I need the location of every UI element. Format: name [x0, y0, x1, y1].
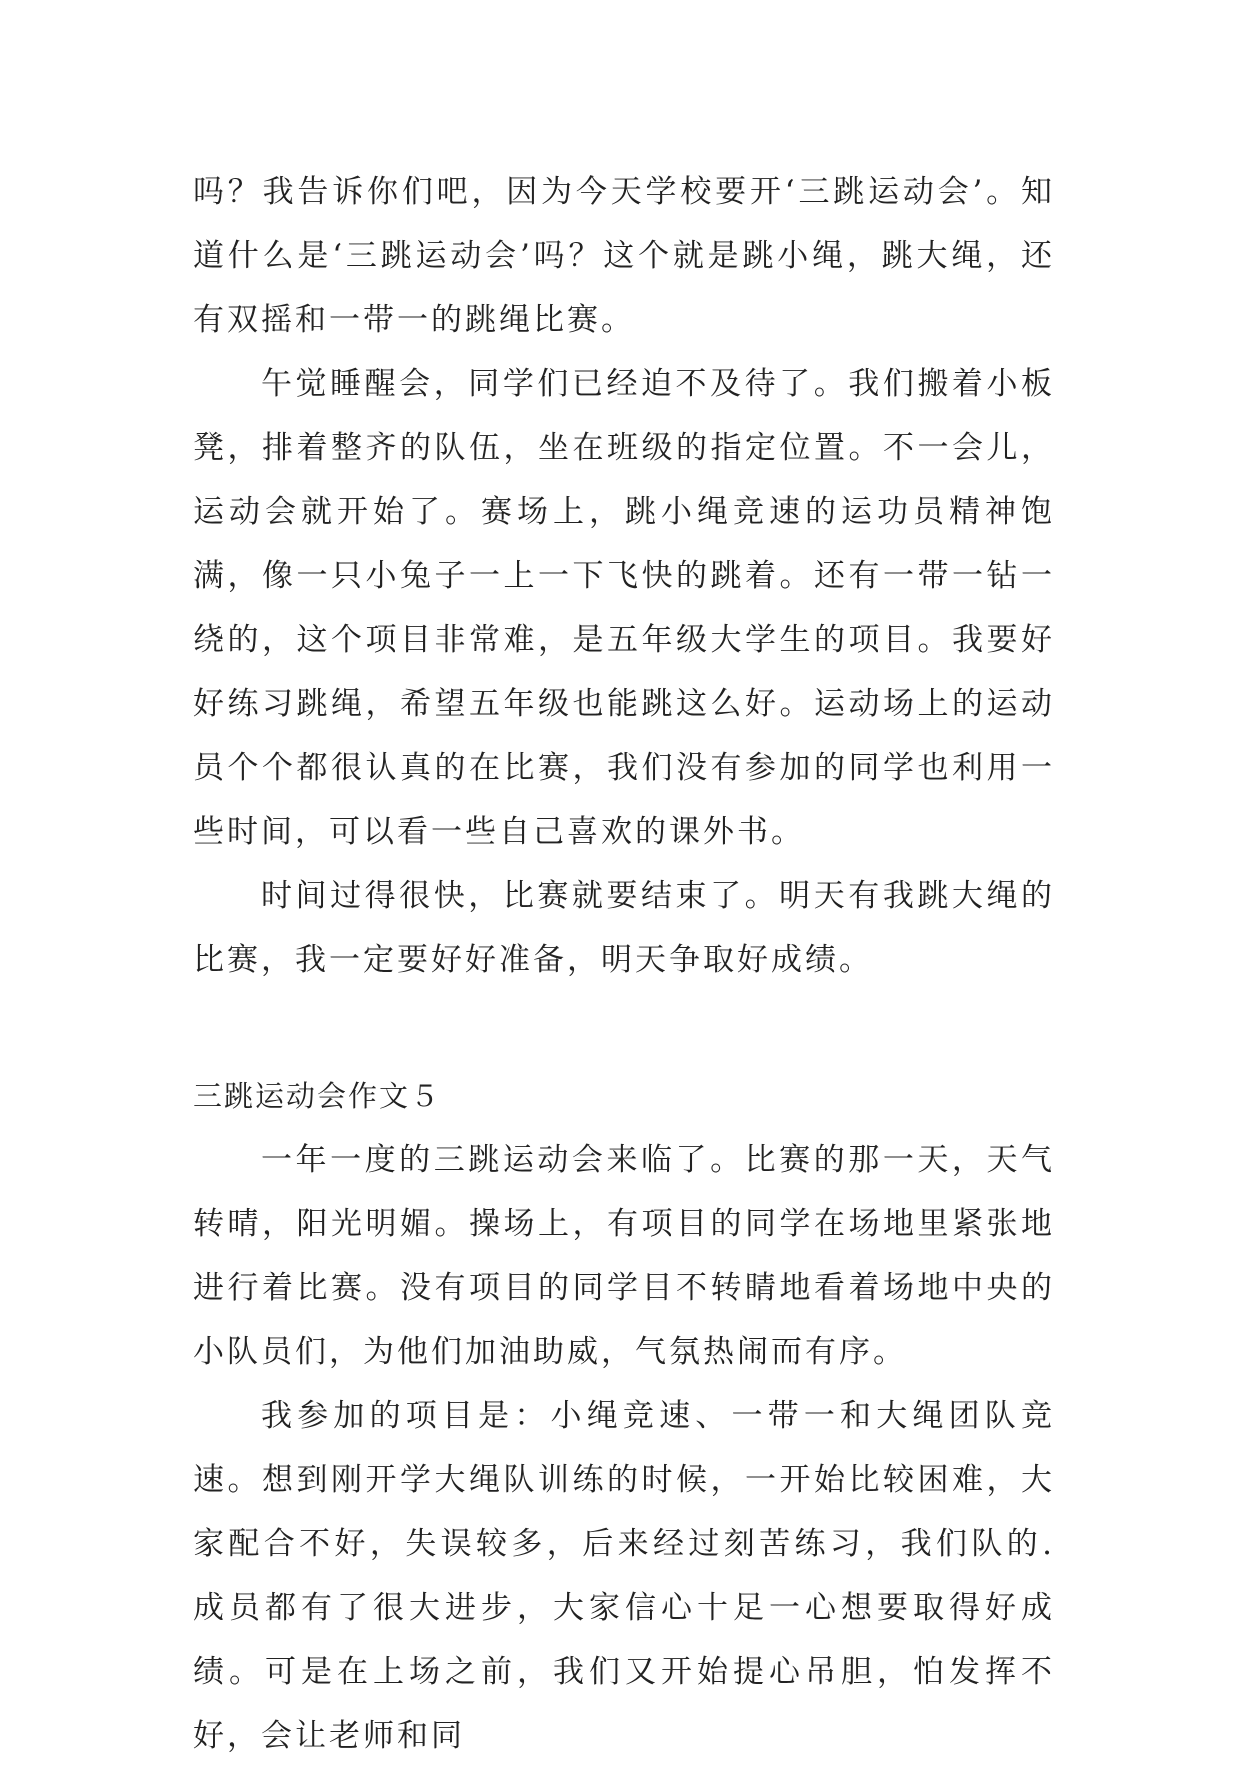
paragraph-1: 吗？我告诉你们吧，因为今天学校要开‘三跳运动会’。知道什么是‘三跳运动会’吗？这个就是跳小绳，跳大绳，还有双摇和一带一的跳绳比赛。 — [193, 174, 1055, 338]
paragraph-2: 午觉睡醒会，同学们已经迫不及待了。我们搬着小板凳，排着整齐的队伍，坐在班级的指定位置。不一会儿，运动会就开始了。赛场上，跳小绳竞速的运功员精神饱满，像一只小兔子一上一下飞快的跳着。还有一带一钻一绕的，这个项目非常难，是五年级大学生的项目。我要好好练习跳绳，希望五年级也能跳这么好。运动场上的运动员个个都很认真的在比赛，我们没有参加的同学也利用一些时间，可以看一些自己喜欢的课外书。 — [193, 366, 1055, 850]
paragraph-4: 一年一度的三跳运动会来临了。比赛的那一天，天气转晴，阳光明媚。操场上，有项目的同学在场地里紧张地进行着比赛。没有项目的同学目不转睛地看着场地中央的小队员们，为他们加油助威，气氛热闹而有序。 — [193, 1142, 1055, 1370]
document-body — [193, 160, 1055, 1768]
section-heading: 三跳运动会作文５ — [193, 1079, 442, 1113]
paragraph-5: 我参加的项目是：小绳竞速、一带一和大绳团队竞速。想到刚开学大绳队训练的时候，一开始比较困难，大家配合不好，失误较多，后来经过刻苦练习，我们队的.成员都有了很大进步，大家信心十足一心想要取得好成绩。可是在上场之前，我们又开始提心吊胆，怕发挥不好，会让老师和同 — [193, 1398, 1055, 1754]
paragraph-3: 时间过得很快，比赛就要结束了。明天有我跳大绳的比赛，我一定要好好准备，明天争取好成绩。 — [193, 878, 1055, 978]
